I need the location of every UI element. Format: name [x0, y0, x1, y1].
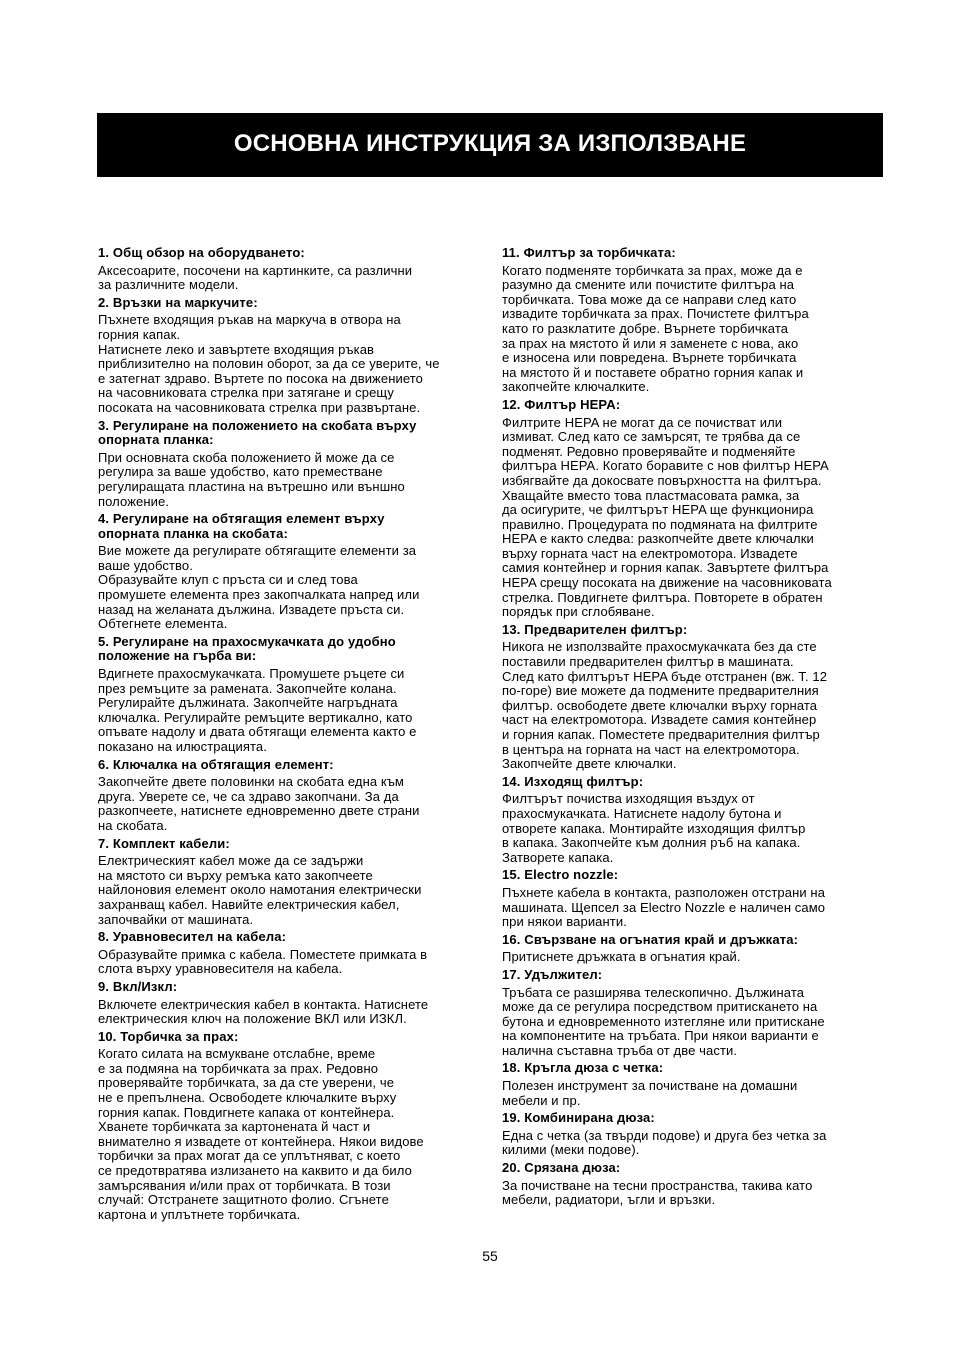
- section-body: Една с четка (за твърди подове) и друга без четка за килими (меки подове).: [502, 1127, 827, 1158]
- section-heading: 18. Кръгла дюза с четка:: [502, 1060, 664, 1076]
- instruction-section: [502, 398, 886, 620]
- section-body: Притиснете дръжката в огънатия край.: [502, 949, 741, 965]
- section-heading: 19. Комбинирана дюза:: [502, 1110, 655, 1126]
- page-number: 55: [482, 1248, 498, 1264]
- instruction-section: [98, 419, 482, 510]
- instruction-section: [98, 980, 482, 1027]
- instruction-section: [502, 1111, 886, 1158]
- section-body: Пъхнете входящия ръкав на маркуча в отвора на горния капак. Натиснете леко и завъртете входящия ръкав приблизително на половин оборот, за да се уверите, че е затегнат здраво. Въртете по посока на движението на часовниковата стрелка при затягане и срещу посоката на часовниковата стрелка при развъртане.: [98, 312, 440, 415]
- instruction-section: [502, 933, 886, 965]
- section-body: Когато силата на всмукване отслабне, време е за подмяна на торбичката за прах. Редовно проверявайте торбичката, за да сте уверени, че не е препълнена. Освободете ключалките върху горния капак. Повдигнете капака от контейнера. Хванете торбичката за картонената й част и внимателно я извадете от контейнера. Някои видове торбички за прах могат да се уплътняват, с което се предотвратява излизането на каквито и да било замърсявания и/или прах от торбичката. В този случай: Отстранете защитното фолио. Сгънете картона и уплътнете торбичката.: [98, 1046, 424, 1222]
- section-heading: 6. Ключалка на обтягащия елемент:: [98, 756, 334, 772]
- instruction-section: [502, 623, 886, 772]
- section-body: Филтрите HEPA не могат да се почистват или измиват. След като се замърсят, те трябва да се подменят. Редовно проверявайте и подменяйте филтъра HEPA. Когато боравите с нов филтър HEPA избягвайте да докосвате повърхността на филтъра. Хващайте вместо това пластмасовата рамка, за да осигурите, че филтърът HEPA ще функционира правилно. Процедурата по подмяната на филтрите HEPA е както следва: разкопчейте двете ключалки върху горната част на електромотора. Извадете самия контейнер и горния капак. Завъртете филтъра HEPA срещу посоката на движение на часовниковата стрелка. Повдигнете филтъра. Повторете в обратен порядък при сглобяване.: [502, 414, 832, 620]
- section-heading: 8. Уравновесител на кабела:: [98, 929, 287, 945]
- section-heading: 2. Връзки на маркучите:: [98, 294, 258, 310]
- section-heading: 4. Регулиране на обтягащия елемент върху опорната планка на скобата:: [98, 511, 385, 541]
- instruction-section: [502, 1061, 886, 1108]
- instruction-section: [502, 868, 886, 929]
- section-body: Вдигнете прахосмукачката. Промушете ръцете си през ремъците за рамената. Закопчейте колана. Регулирайте дължината. Закопчейте нагръдната ключалка. Регулирайте ремъците вертикално, като опъвате надолу и двата обтягащи елемента както е показано на илюстрацията.: [98, 666, 417, 754]
- section-heading: 14. Изходящ филтър:: [502, 773, 644, 789]
- section-heading: 13. Предварителен филтър:: [502, 621, 688, 637]
- left-column: [98, 246, 482, 1225]
- section-body: За почистване на тесни пространства, такива като мебели, радиатори, ъгли и връзки.: [502, 1177, 813, 1208]
- instruction-section: [98, 1030, 482, 1223]
- page-title: ОСНОВНА ИНСТРУКЦИЯ ЗА ИЗПОЛЗВАНЕ: [233, 129, 747, 157]
- header-bar: [97, 113, 883, 177]
- instruction-section: [98, 837, 482, 928]
- section-body: При основната скоба положението й може да се регулира за ваше удобство, като преместване регулиращата пластина на вътрешно или външно положение.: [98, 449, 405, 509]
- section-heading: 15. Electro nozzle:: [502, 867, 619, 883]
- section-body: Образувайте примка с кабела. Поместете примката в слота върху уравновесителя на кабела.: [98, 946, 428, 977]
- section-body: Включете електрическия кабел в контакта. Натиснете електрическия ключ на положение ВКЛ или ИЗКЛ.: [98, 996, 429, 1027]
- section-heading: 10. Торбичка за прах:: [98, 1028, 239, 1044]
- section-body: Никога не използвайте прахосмукачката без да сте поставили предварителен филтър в машината. След като филтърът HEPA бъде отстранен (вж. Т. 12 по-горе) вие можете да подмените предварителния филтър. освободете двете ключалки върху горната част на електромотора. Извадете самия контейнер и горния капак. Поместете предварителния филтър в центъра на горната на част на електромотора. Закопчейте двете ключалки.: [502, 639, 828, 772]
- instruction-section: [98, 296, 482, 416]
- section-heading: 12. Филтър HEPA:: [502, 396, 621, 412]
- right-column: [502, 246, 886, 1211]
- section-body: Тръбата се разширява телескопично. Дължината може да се регулира посредством притискането на бутона и едновременното изтегляне или притискане на компонентите на тръбата. При някои варианти е налична съставна тръба от две части.: [502, 984, 825, 1058]
- instruction-section: [98, 930, 482, 977]
- section-heading: 17. Удължител:: [502, 966, 603, 982]
- section-heading: 3. Регулиране на положението на скобата върху опорната планка:: [98, 417, 417, 448]
- instruction-section: [98, 512, 482, 632]
- instruction-section: [502, 775, 886, 866]
- section-heading: 1. Общ обзор на оборудването:: [98, 245, 305, 260]
- section-body: Електрическият кабел може да се задържи на мястото си върху ремъка като закопчеете найлоновия елемент около намотания електрически захранващ кабел. Навийте електрическия кабел, започвайки от машината.: [98, 853, 422, 927]
- instruction-section: [98, 758, 482, 834]
- section-heading: 7. Комплект кабели:: [98, 835, 230, 851]
- section-body: Когато подменяте торбичката за прах, може да е разумно да смените или почистите филтъра на торбичката. Това може да се направи след като извадите торбичката за прах. Почистете филтъра като го разклатите добре. Върнете торбичката за прах на мястото й или я заменете с нова, ако е износена или повредена. Върнете торбичката на мястото й и поставете обратно горния капак и закопчейте ключалките.: [502, 262, 809, 395]
- section-body: Вие можете да регулирате обтягащите елементи за ваше удобство. Образувайте клуп с пръста си и след това промушете елемента през закопчалката напред или назад на желаната дължина. Извадете пръста си. Обтегнете елемента.: [98, 543, 420, 632]
- section-heading: 16. Свързване на огънатия край и дръжката:: [502, 931, 799, 947]
- section-body: Пъхнете кабела в контакта, разположен отстрани на машината. Щепсел за Electro Nozzle е наличен само при някои варианти.: [502, 884, 826, 930]
- section-body: Аксесоарите, посочени на картинките, са различни за различните модели.: [98, 262, 413, 293]
- instruction-section: [502, 1161, 886, 1208]
- section-heading: 11. Филтър за торбичката:: [502, 245, 676, 260]
- section-body: Полезен инструмент за почистване на домашни мебели и пр.: [502, 1078, 798, 1108]
- instruction-section: [98, 635, 482, 755]
- instruction-section: [502, 246, 886, 395]
- section-heading: 20. Срязана дюза:: [502, 1160, 621, 1176]
- section-body: Филтърът почиства изходящия въздух от прахосмукачката. Натиснете надолу бутона и отворете капака. Монтирайте изходящия филтър в капака. Закопчейте към долния ръб на капака. Затворете капака.: [502, 791, 806, 865]
- section-heading: 5. Регулиране на прахосмукачката до удобно положение на гърба ви:: [98, 633, 396, 664]
- section-heading: 9. Вкл/Изкл:: [98, 978, 178, 994]
- instruction-section: [98, 246, 482, 293]
- section-body: Закопчейте двете половинки на скобата една към друга. Уверете се, че са здраво закопчани. За да разкопчеете, натиснете едновременно двете страни на скобата.: [98, 774, 420, 833]
- instruction-section: [502, 968, 886, 1059]
